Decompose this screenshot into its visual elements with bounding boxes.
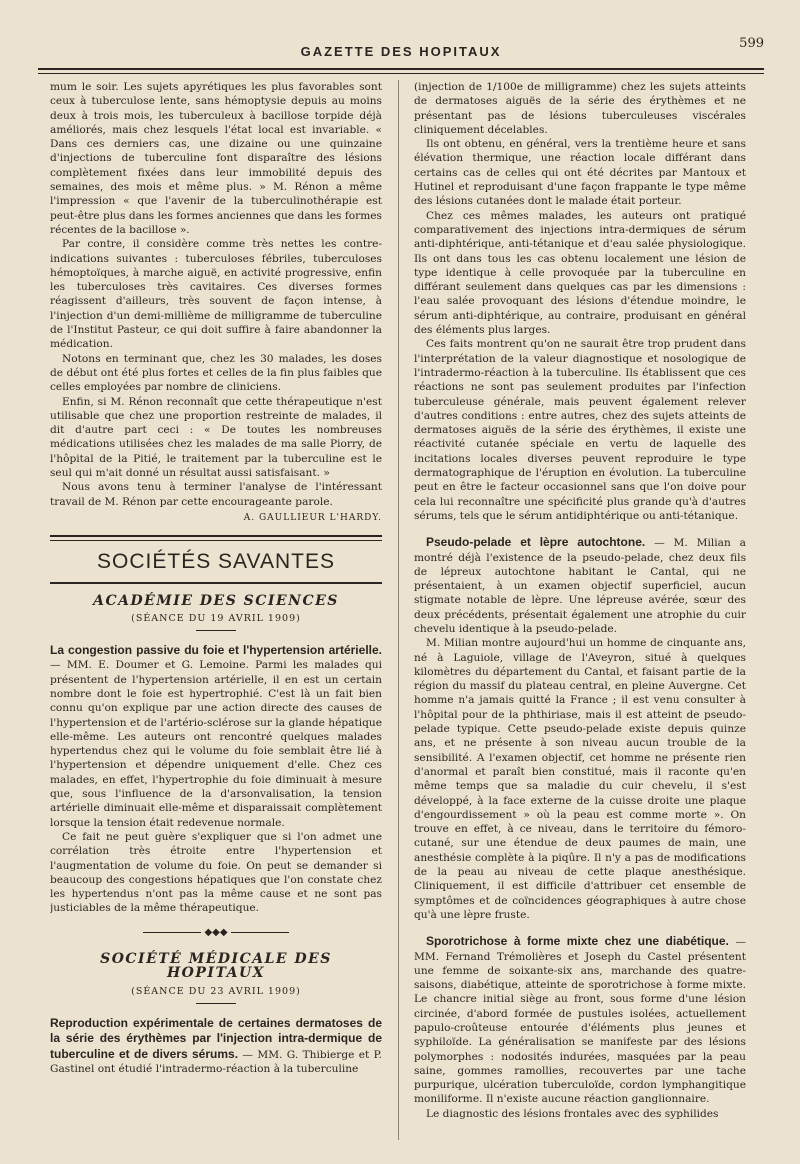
left-column [50,80,382,1140]
page-header [38,36,764,64]
author-signature: A. GAULLIEUR L'HARDY. [243,512,382,523]
paragraph: Ce fait ne peut guère s'expliquer que si l'on admet une corrélation très étroite entre l'hypertension et l'augmentation de volume du foie. On peut se demander si beaucoup des congestions hépatiques que l'on constate chez les hypertendus n'ont pas la même cause et ne sont pas justiciables de la même thérapeutique. [50,830,382,915]
paragraph: Par contre, il considère comme très nettes les contre-indications suivantes : tuberculoses fébriles, tuberculoses hémoptoïques, à marche aiguë, en activité progressive, enfin les tuberculoses très cavitaires. Ces diverses formes réagissent d'ailleurs, très souvent de façon intense, à l'injection d'un demi-millième de milligramme de tuberculine de l'Institut Pasteur, ce qui doit suffire à faire abandonner la médication. [50,238,382,351]
paragraph: mum le soir. Les sujets apyrétiques les plus favorables sont ceux à tuberculose lente, sans hémoptysie depuis au moins deux à trois mois, les tuberculeux à bacillose torpide déjà améliorés, mais chez lesquels l'état local est invariable. « Dans ces derniers cas, une dizaine ou une quinzaine d'injections de tuberculine font disparaître des lésions complètement fixées dans leur immobilité depuis des semaines, des mois et même plus. » M. Rénon a même l'impression « que l'avenir de la tuberculinothérapie est peut-être plus dans les formes anciennes que dans les formes récentes de la bacillose ». [50,81,382,236]
section-title: SOCIÉTÉS SAVANTES [97,550,335,574]
section-divider [50,535,382,541]
paragraph: Nous avons tenu à terminer l'analyse de l'intéressant travail de M. Rénon par cette encourageante parole. [50,481,382,508]
article-body: — MM. E. Doumer et G. Lemoine. Parmi les malades qui présentent de l'hypertension artérielle, il en est un certain nombre dont le foie est hypertrophié. C'est là un fait bien connu qu'on explique par une action directe des causes de l'hypertension et de l'artério-sclérose sur la glande hépatique elle-même. Les auteurs ont rencontré quelques malades hypertendus chez qui le volume du foie semblait être lié à l'hypertension et dépendre uniquement d'elle. Chez ces malades, en effet, l'hypertrophie du foie diminuait à mesure que, sous l'influence de la d'arsonvalisation, la tension artérielle diminuait elle-même et disparaissait complètement lorsque la tension était redevenue normale. [50,659,382,829]
paragraph: Chez ces mêmes malades, les auteurs ont pratiqué comparativement des injections intra-dermiques de sérum anti-diphtérique, anti-tétanique et d'eau salée physiologique. Ils ont dans tous les cas obtenu localement une lésion de type identique à celle provoquée par la tuberculine en différant seulement dans quelques cas par les dimensions : l'eau salée provoquant des lésions d'étendue moindre, le sérum anti-diphtérique, au contraire, produisant en général des éléments plus larges. [414,209,746,337]
article-body: — M. Milian a montré déjà l'existence de la pseudo-pelade, chez deux fils de lépreux autochtone habitant le Cantal, qui ne présentaient, à un examen objectif superficiel, aucun stigmate notable de lèpre. Une lépreuse avérée, sœur des deux précédents, présentait également une atrophie du cuir chevelu identique à la pseudo-pelade. [414,537,746,635]
article-body: — MM. G. Thibierge et P. Gastinel ont étudié l'intradermo-réaction à la tuberculine [50,1048,382,1075]
ornament-divider: ◆◆◆ [50,926,382,940]
article-title: La congestion passive du foie et l'hypertension artérielle. [50,643,382,658]
header-rule-thin [38,73,764,74]
article [50,643,382,830]
short-divider [196,1003,236,1004]
header-rule [38,68,764,70]
society-heading: SOCIÉTÉ MÉDICALE DES HOPITAUX [100,951,332,982]
paragraph: Ces faits montrent qu'on ne saurait être trop prudent dans l'interprétation de la valeur diagnostique et nosologique de l'intradermo-réaction à la tuberculine. Ils établissent que ces réactions ne sont pas seulement produites par l'infection tuberculeuse générale, mais peuvent également relever d'autres conditions : entre autres, chez des sujets atteints de dermatoses aiguës de la série des érythèmes, il existe une réactivité cutanée spéciale en vertu de laquelle des incitations locales diverses peuvent reproduire le type dermatographique de l'éruption en évolution. La tuberculine peut en être le facteur occasionnel sans que l'on doive pour cela lui reconnaître une spécificité plus grande qu'à d'autres sérums, tels que le sérum antidiphtérique ou anti-tétanique. [414,338,746,522]
article [414,535,746,636]
article-title: Reproduction expérimentale de certaines dermatoses de la série des érythèmes par l'injection intra-dermique de tuberculine et de divers sérums. [50,1015,382,1061]
paragraph: Notons en terminant que, chez les 30 malades, les doses de début ont été plus fortes et celles de la fin plus faibles que celles employées par nombre de cliniciens. [50,352,382,394]
paragraph: Ils ont obtenu, en général, vers la trentième heure et sans élévation thermique, une réaction locale différant dans certains cas de celles qui ont été décrites par Mantoux et Hutinel et reproduisant d'une façon frappante le type même des lésions cutanées dont le malade était porteur. [414,138,746,208]
article-title: Sporotrichose à forme mixte chez une diabétique. [426,934,729,949]
session-date: (SÉANCE DU 19 AVRIL 1909) [131,612,301,624]
paragraph: Le diagnostic des lésions frontales avec des syphilides [426,1107,719,1120]
paragraph: Enfin, si M. Rénon reconnaît que cette thérapeutique n'est utilisable que chez une proportion restreinte de malades, il dit d'autre part ceci : « De toutes les nombreuses médications utilisées chez les malades de ma salle Piorry, de l'hôpital de la Pitié, le traitement par la tuberculine est le seul qui m'ait donné un résultat aussi satisfaisant. » [50,395,382,480]
article [414,934,746,1107]
article [50,1016,382,1076]
running-title: GAZETTE DES HOPITAUX [300,44,502,59]
article-body: — MM. Fernand Trémolières et Joseph du Castel présentent une femme de soixante-six ans, marchande des quatre-saisons, diabétique, atteinte de sporotrichose à forme mixte. Le chancre initial siège au front, sous forme d'une lésion circinée, d'abord formée de pustules isolées, actuellement papulo-croûteuse entourée d'éléments plus jeunes et syphiloïde. La généralisation se manifeste par des lésions polymorphes : nodosités indurées, masquées par la peau saine, gommes ramollies, recouvertes par une tache purpurique, ulcération tuberculoïde, cordon lymphangitique moniliforme. Il n'existe aucune réaction ganglionnaire. [414,936,746,1106]
column-divider [398,80,399,1140]
paragraph: M. Milian montre aujourd'hui un homme de cinquante ans, né à Laguiole, village de l'Aveyron, situé à quelques kilomètres du département du Cantal, et faisant partie de la région du massif du plateau central, en pleine Auvergne. Cet homme n'a jamais quitté la France ; il est venu consulter à l'hôpital pour de la phthiriase, mais il est atteint de pseudo-pelade typique. Cette pseudo-pelade existe depuis quinze ans, et ne présente à son niveau aucun trouble de la sensibilité. A l'examen objectif, cet homme ne présente rien d'anormal et paraît bien constitué, mais il raconte qu'en même temps que sa maladie du cuir chevelu, il s'est développé, à la face externe de la cuisse droite une plaque d'engourdissement » où la peau est comme morte ». On trouve en effet, à ce niveau, dans le territoire du fémoro-cutané, sur une étendue de deux paumes de main, une anesthésie complète à la piqûre. Il n'y a pas de modifications de la peau au niveau de cette plaque anesthésique. Cliniquement, il est difficile d'attribuer cet ensemble de symptômes et de coïncidences géographiques à autre chose qu'à une lèpre fruste. [414,637,746,921]
page-number: 599 [739,36,764,51]
section-title-rule [50,582,382,584]
right-column [414,80,746,1140]
society-heading: ACADÉMIE DES SCIENCES [93,592,339,609]
session-date: (SÉANCE DU 23 AVRIL 1909) [131,985,301,997]
article-title: Pseudo-pelade et lèpre autochtone. [426,535,646,550]
paragraph: (injection de 1/100e de milligramme) chez les sujets atteints de dermatoses aiguës de la série des érythèmes et ne présentant pas de lésions tuberculeuses viscérales cliniquement décelables. [414,81,746,136]
short-divider [196,630,236,631]
